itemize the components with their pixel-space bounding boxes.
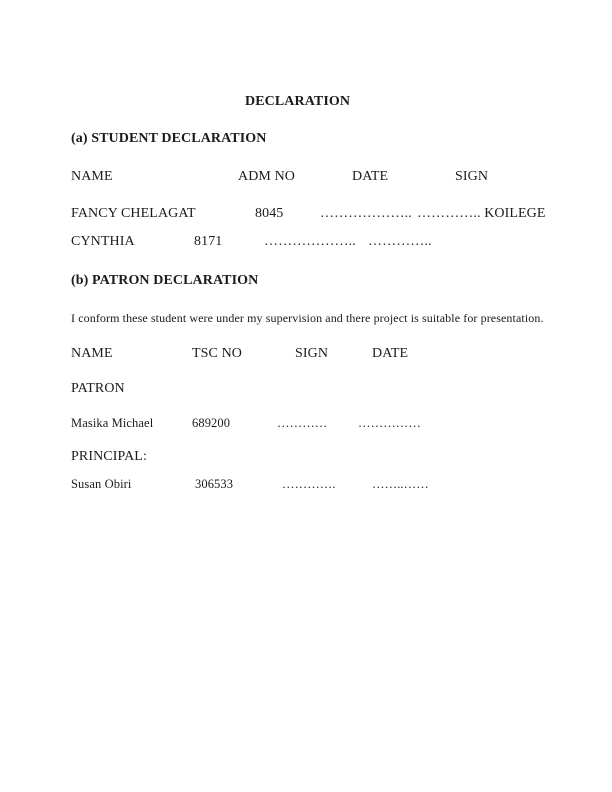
patron-name-cell: Masika Michael	[71, 416, 154, 430]
student-name-cell: CYNTHIA	[71, 234, 135, 249]
patron-label: PATRON	[71, 381, 125, 396]
patron-header-tsc-no: TSC NO	[192, 346, 242, 361]
student-row	[0, 234, 612, 252]
student-sign-dots: ………….. KOILEGE	[417, 206, 546, 221]
student-table-header	[0, 169, 612, 187]
principal-name-cell: Susan Obiri	[71, 477, 132, 491]
principal-sign-dots: ………….	[282, 477, 336, 491]
student-header-sign: SIGN	[455, 169, 489, 184]
patron-statement: I conform these student were under my supervision and there project is suitable for presentation.	[71, 311, 544, 325]
principal-date-dots: ……..……	[372, 477, 429, 491]
student-name-cell: FANCY CHELAGAT	[71, 206, 196, 221]
student-date-dots: ………………..	[320, 206, 412, 221]
patron-header-sign: SIGN	[295, 346, 329, 361]
patron-tsc-no-cell: 689200	[192, 416, 231, 430]
patron-sign-dots: …………	[277, 416, 328, 430]
principal-tsc-no-cell: 306533	[195, 477, 234, 491]
patron-header-date: DATE	[372, 346, 409, 361]
student-adm-no-cell: 8171	[194, 234, 223, 249]
student-header-date: DATE	[352, 169, 389, 184]
section-a-heading: (a) STUDENT DECLARATION	[71, 131, 267, 146]
statement-line	[0, 311, 612, 329]
title-line	[0, 94, 612, 112]
student-header-name: NAME	[71, 169, 113, 184]
patron-table-header	[0, 346, 612, 364]
principal-label: PRINCIPAL:	[71, 449, 147, 464]
section-b-heading-line	[0, 273, 612, 291]
student-row	[0, 206, 612, 224]
page-title: DECLARATION	[245, 94, 351, 109]
principal-row	[0, 477, 612, 495]
patron-label-line	[0, 381, 612, 399]
student-adm-no-cell: 8045	[255, 206, 284, 221]
section-b-heading: (b) PATRON DECLARATION	[71, 273, 259, 288]
patron-date-dots: ……………	[358, 416, 421, 430]
student-date-dots: ………………..	[264, 234, 356, 249]
section-a-heading-line	[0, 131, 612, 149]
principal-label-line	[0, 449, 612, 467]
student-header-adm-no: ADM NO	[238, 169, 295, 184]
student-sign-dots: …………..	[368, 234, 432, 249]
patron-row	[0, 416, 612, 434]
patron-header-name: NAME	[71, 346, 113, 361]
